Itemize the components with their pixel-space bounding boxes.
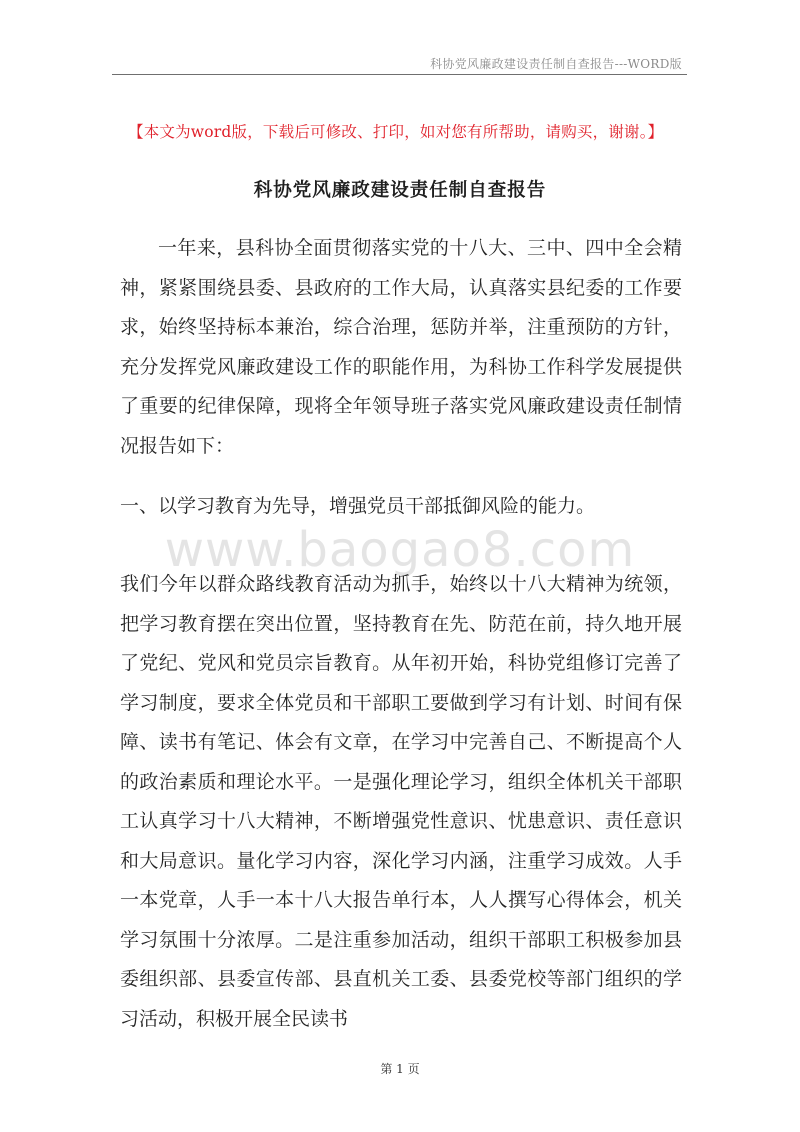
- intro-paragraph: 一年来，县科协全面贯彻落实党的十八大、三中、四中全会精神，紧紧围绕县委、县政府的工作大局，认真落实县纪委的工作要求，始终坚持标本兼治，综合治理，惩防并举，注重预防的方针，充分发挥党风廉政建设工作的职能作用，为科协工作科学发展提供了重要的纪律保障，现将全年领导班子落实党风廉政建设责任制情况报告如下：: [120, 237, 682, 457]
- section-heading: 一、以学习教育为先导，增强党员干部抵御风险的能力。: [120, 495, 596, 517]
- header-divider: [112, 74, 687, 75]
- page-number: 第 1 页: [380, 1062, 420, 1076]
- running-header: 科协党风廉政建设责任制自查报告---WORD版: [430, 57, 682, 71]
- watermark: www.baogao8.com: [164, 522, 636, 578]
- document-title: 科协党风廉政建设责任制自查报告: [253, 180, 547, 201]
- download-notice: 【本文为word版，下载后可修改、打印，如对您有所帮助，请购买，谢谢。】: [128, 123, 664, 141]
- body-paragraph: 我们今年以群众路线教育活动为抓手，始终以十八大精神为统领，把学习教育摆在突出位置，坚持教育在先、防范在前，持久地开展了党纪、党风和党员宗旨教育。从年初开始，科协党组修订完善了学习制度，要求全体党员和干部职工要做到学习有计划、时间有保障、读书有笔记、体会有文章，在学习中完善自己、不断提高个人的政治素质和理论水平。一是强化理论学习，组织全体机关干部职工认真学习十八大精神，不断增强党性意识、忧患意识、责任意识和大局意识。量化学习内容，深化学习内涵，注重学习成效。人手一本党章，人手一本十八大报告单行本，人人撰写心得体会，机关学习氛围十分浓厚。二是注重参加活动，组织干部职工积极参加县委组织部、县委宣传部、县直机关工委、县委党校等部门组织的学习活动，积极开展全民读书: [120, 573, 682, 1030]
